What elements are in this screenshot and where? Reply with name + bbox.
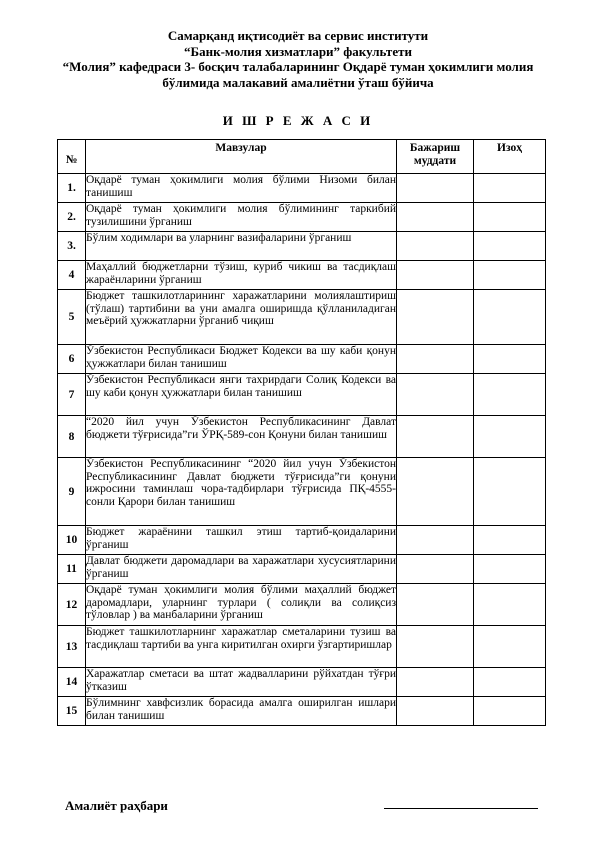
row-topic: Ўзбекистон Республикасининг “2020 йил учун Ўзбекистон Республикасининг Давлат бюджети тўғрисида”ги қонуни ижросини таминлаш чора-тадбирлари тўғрисида ПҚ-4555-сонли Қарори билан танишиш (86, 458, 397, 526)
supervisor-label: Амалиёт раҳбари (65, 798, 168, 813)
row-note-cell (474, 526, 546, 555)
header-number: № (58, 140, 86, 174)
row-number: 10 (58, 526, 86, 555)
row-note-cell (474, 203, 546, 232)
table-row (58, 526, 546, 555)
table-row (58, 555, 546, 584)
row-note-cell (474, 290, 546, 345)
row-deadline-cell (397, 232, 474, 261)
row-topic: Бюджет ташкилотларининг харажатларини молиялаштириш (тўлаш) тартибини ва уни амалга оширишда қўлланиладиган меъёрий ҳужжатларни ўрганиб чиқиш (86, 290, 397, 345)
row-deadline-cell (397, 416, 474, 458)
row-deadline-cell (397, 345, 474, 374)
row-note-cell (474, 261, 546, 290)
header-deadline-line1: Бажариш (409, 142, 461, 154)
row-number: 5 (58, 290, 86, 345)
row-topic: Давлат бюджети даромадлари ва харажатлари хусусиятларини ўрганиш (86, 555, 397, 584)
row-topic: Ўзбекистон Республикаси янги тахрирдаги Солиқ Кодекси ва шу каби қонун ҳужжатлари билан танишиш (86, 374, 397, 416)
row-deadline-cell (397, 626, 474, 668)
row-number: 13 (58, 626, 86, 668)
row-note-cell (474, 697, 546, 726)
table-row (58, 584, 546, 626)
table-row (58, 458, 546, 526)
row-number: 14 (58, 668, 86, 697)
row-topic: Харажатлар сметаси ва штат жадвалларини рўйхатдан тўғри ўтказиш (86, 668, 397, 697)
row-note-cell (474, 232, 546, 261)
row-deadline-cell (397, 374, 474, 416)
row-topic: Оқдарё туман ҳокимлиги молия бўлими Низоми билан танишиш (86, 174, 397, 203)
row-deadline-cell (397, 697, 474, 726)
row-number: 1. (58, 174, 86, 203)
row-deadline-cell (397, 526, 474, 555)
row-number: 6 (58, 345, 86, 374)
table-row (58, 416, 546, 458)
table-header-row (58, 140, 546, 174)
row-number: 9 (58, 458, 86, 526)
row-deadline-cell (397, 458, 474, 526)
row-deadline-cell (397, 584, 474, 626)
table-row (58, 232, 546, 261)
faculty-name: “Банк-молия хизматлари” факультети (184, 43, 412, 59)
row-number: 3. (58, 232, 86, 261)
work-plan-table (57, 139, 546, 726)
row-note-cell (474, 374, 546, 416)
table-row (58, 203, 546, 232)
table-row (58, 174, 546, 203)
institute-name: Самарқанд иқтисодиёт ва сервис институти (167, 28, 429, 43)
row-number: 7 (58, 374, 86, 416)
row-note-cell (474, 584, 546, 626)
row-number: 2. (58, 203, 86, 232)
row-topic: Бюджет жараёнини ташкил этиш тартиб-қоидаларини ўрганиш (86, 526, 397, 555)
row-deadline-cell (397, 668, 474, 697)
row-note-cell (474, 668, 546, 697)
row-note-cell (474, 416, 546, 458)
header-note: Изоҳ (474, 140, 546, 174)
row-topic: Ўзбекистон Республикаси Бюджет Кодекси ва шу каби қонун ҳужжатлари билан танишиш (86, 345, 397, 374)
header-deadline-line2: муддати (413, 154, 457, 167)
row-note-cell (474, 174, 546, 203)
row-deadline-cell (397, 261, 474, 290)
row-topic: Бўлим ходимлари ва уларнинг вазифаларини ўрганиш (86, 232, 397, 261)
row-deadline-cell (397, 555, 474, 584)
row-deadline-cell (397, 203, 474, 232)
row-note-cell (474, 345, 546, 374)
row-topic: Оқдарё туман ҳокимлиги молия бўлими маҳаллий бюджет даромадлари, уларнинг турлари ( солиқли ва солиқсиз тўловлар ) ва манбаларини ўрганиш (86, 584, 397, 626)
practice-line: бўлимида малакавий амалиётни ўташ бўйича (162, 74, 434, 90)
table-row (58, 697, 546, 726)
signature-line (384, 808, 538, 809)
row-number: 4 (58, 261, 86, 290)
table-row (58, 626, 546, 668)
row-topic: Маҳаллий бюджетларни тўзиш, куриб чикиш ва тасдиқлаш жараёнларини ўрганиш (86, 261, 397, 290)
row-topic: Бўлимнинг хавфсизлик борасида амалга оширилган ишлари билан танишиш (86, 697, 397, 726)
row-topic: “2020 йил учун Ўзбекистон Республикасининг Давлат бюджети тўғрисида”ги ЎРҚ-589-сон Қонуни билан танишиш (86, 416, 397, 458)
row-number: 15 (58, 697, 86, 726)
row-topic: Бюджет ташкилотларнинг харажатлар сметаларини тузиш ва тасдиқлаш тартиби ва унга киритилган охирги ўзгартиришлар (86, 626, 397, 668)
header-deadline (397, 140, 474, 174)
department-line: “Молия” кафедраси 3- босқич талабаларининг Оқдарё туман ҳокимлиги молия (62, 59, 534, 74)
table-row (58, 374, 546, 416)
row-deadline-cell (397, 174, 474, 203)
row-deadline-cell (397, 290, 474, 345)
row-note-cell (474, 458, 546, 526)
document-header (0, 28, 596, 90)
table-row (58, 345, 546, 374)
row-number: 12 (58, 584, 86, 626)
row-number: 8 (58, 416, 86, 458)
table-row (58, 668, 546, 697)
table-row (58, 261, 546, 290)
row-note-cell (474, 555, 546, 584)
row-number: 11 (58, 555, 86, 584)
header-topics: Мавзулар (86, 140, 397, 174)
row-note-cell (474, 626, 546, 668)
table-row (58, 290, 546, 345)
row-topic: Оқдарё туман ҳокимлиги молия бўлимининг таркибий тузилишини ўрганиш (86, 203, 397, 232)
plan-title: И Ш Р Е Ж А С И (222, 113, 374, 128)
